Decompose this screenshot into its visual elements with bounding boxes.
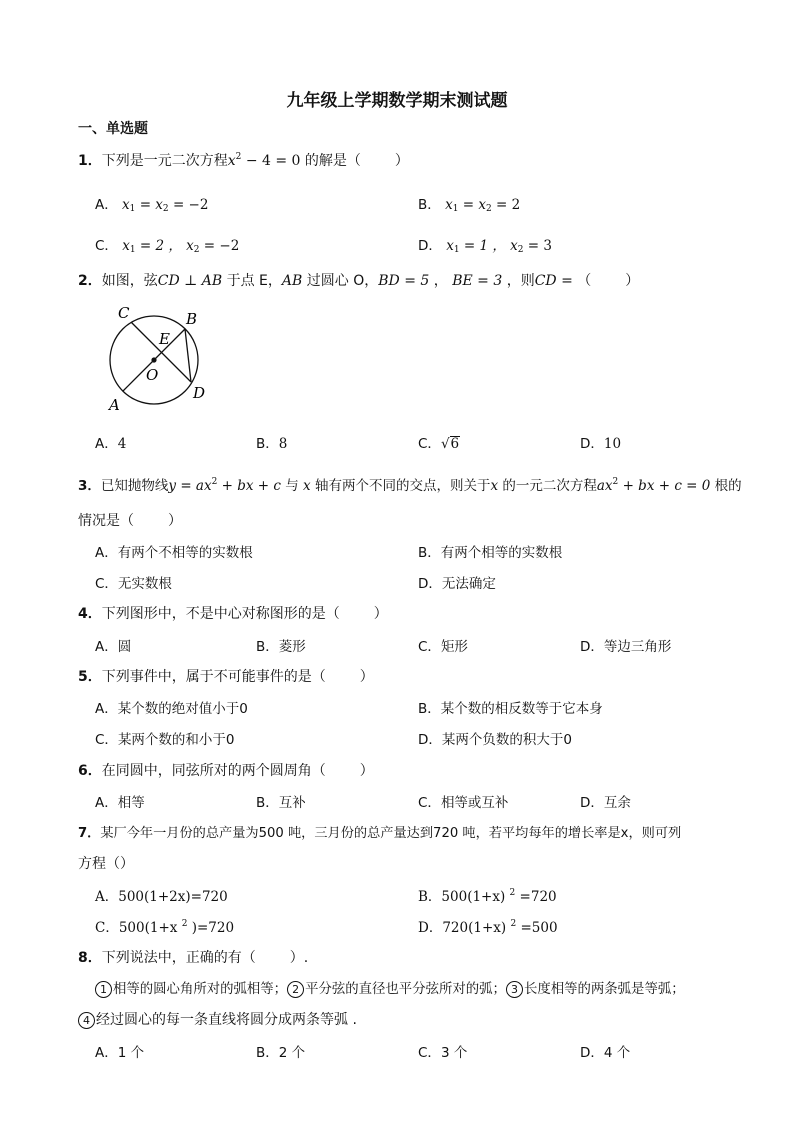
- question-6: 6．在同圆中，同弦所对的两个圆周角（ ）: [78, 763, 374, 779]
- q8-option-b[interactable]: B．2 个: [256, 1045, 306, 1061]
- q3-option-b[interactable]: B．有两个相等的实数根: [418, 545, 563, 561]
- label-b: B: [186, 310, 198, 328]
- q5-option-a[interactable]: A．某个数的绝对值小于0: [95, 701, 248, 717]
- q4-option-d[interactable]: D．等边三角形: [580, 639, 672, 655]
- q3-option-c[interactable]: C．无实数根: [95, 576, 172, 592]
- q8-option-c[interactable]: C．3 个: [418, 1045, 468, 1061]
- q2-option-b[interactable]: B．8: [256, 436, 288, 452]
- sqrt-symbol: √: [440, 436, 450, 452]
- q8-option-a[interactable]: A．1 个: [95, 1045, 145, 1061]
- q1-option-a[interactable]: A． $x_1 = x_2 = -2$: [95, 197, 209, 214]
- question-8-statements-line-2: 4 经过圆心的每一条直线将圆分成两条等弧 .: [78, 1009, 357, 1029]
- question-7-line-2: 方程（）: [78, 856, 134, 872]
- q5-option-d[interactable]: D．某两个负数的积大于0: [418, 732, 572, 748]
- segment-bd: [185, 329, 191, 382]
- q2-option-a[interactable]: A．4: [95, 436, 127, 452]
- question-3: 3．已知抛物线$y = ax^2$ + bx + c 与 x 轴有两个不同的交点，则关于x 的一元二次方程$ax^2$ + bx + c = 0 根的: [78, 477, 742, 494]
- q3-option-a[interactable]: A．有两个不相等的实数根: [95, 545, 253, 561]
- section-heading: 一、单选题: [78, 121, 148, 137]
- question-3-line-2: 情况是（ ）: [78, 513, 182, 529]
- circled-number-4: 4: [78, 1012, 95, 1029]
- q6-option-d[interactable]: D．互余: [580, 795, 631, 811]
- q7-option-a[interactable]: A．500(1+2x)=720: [95, 889, 228, 905]
- circled-number-3: 3: [506, 981, 523, 998]
- q6-option-c[interactable]: C．相等或互补: [418, 795, 509, 811]
- q2-option-c[interactable]: C．√6: [418, 436, 460, 452]
- label-d: D: [193, 384, 206, 402]
- question-4: 4．下列图形中，不是中心对称图形的是（ ）: [78, 606, 388, 622]
- q1-option-c[interactable]: C． $x_1 = 2$ ， $x_2 = -2$: [95, 238, 240, 255]
- q4-option-a[interactable]: A．圆: [95, 639, 132, 655]
- q6-option-a[interactable]: A．相等: [95, 795, 145, 811]
- q7-option-c[interactable]: C．500(1+x $^2$ )=720: [95, 919, 235, 936]
- q7-option-b[interactable]: B．500(1+x) $^2$ =720: [418, 888, 557, 905]
- circle-geometry-figure: [100, 300, 220, 420]
- label-e: E: [159, 330, 170, 348]
- q6-option-b[interactable]: B．互补: [256, 795, 306, 811]
- circled-number-2: 2: [287, 981, 304, 998]
- q4-option-b[interactable]: B．菱形: [256, 639, 306, 655]
- question-1: 1．下列是一元二次方程$x^2 - 4 = 0$ 的解是（ ）: [78, 152, 409, 169]
- question-5: 5．下列事件中，属于不可能事件的是（ ）: [78, 669, 374, 685]
- q7-option-d[interactable]: D．720(1+x) $^2$ =500: [418, 919, 558, 936]
- page-title: 九年级上学期数学期末测试题: [286, 91, 508, 111]
- question-8: 8．下列说法中，正确的有（ ）.: [78, 950, 309, 966]
- q1-option-d[interactable]: D． $x_1 = 1$ ， $x_2 = 3$: [418, 238, 552, 255]
- question-7: 7．某厂今年一月份的总产量为500 吨，三月份的总产量达到720 吨，若平均每年的增长率是x，则可列: [78, 826, 682, 841]
- circled-number-1: 1: [95, 981, 112, 998]
- q5-option-c[interactable]: C．某两个数的和小于0: [95, 732, 235, 748]
- q2-option-d[interactable]: D．10: [580, 436, 622, 452]
- label-a: A: [109, 396, 120, 414]
- question-2: 2．如图，弦CD ⊥ AB 于点 E，AB 过圆心 O，BD = 5 ， BE = 3 ，则CD = （ ）: [78, 273, 640, 289]
- label-c: C: [118, 304, 130, 322]
- label-o: O: [146, 366, 159, 384]
- center-point: [151, 357, 156, 362]
- q4-option-c[interactable]: C．矩形: [418, 639, 468, 655]
- q3-option-d[interactable]: D．无法确定: [418, 576, 496, 592]
- q5-option-b[interactable]: B．某个数的相反数等于它本身: [418, 701, 603, 717]
- q1-option-b[interactable]: B． $x_1 = x_2 = 2$: [418, 197, 521, 214]
- q8-option-d[interactable]: D．4 个: [580, 1045, 631, 1061]
- question-8-statements-line-1: 1 相等的圆心角所对的弧相等； 2 平分弦的直径也平分弦所对的弧； 3 长度相等的两条弧是等弧；: [95, 978, 685, 998]
